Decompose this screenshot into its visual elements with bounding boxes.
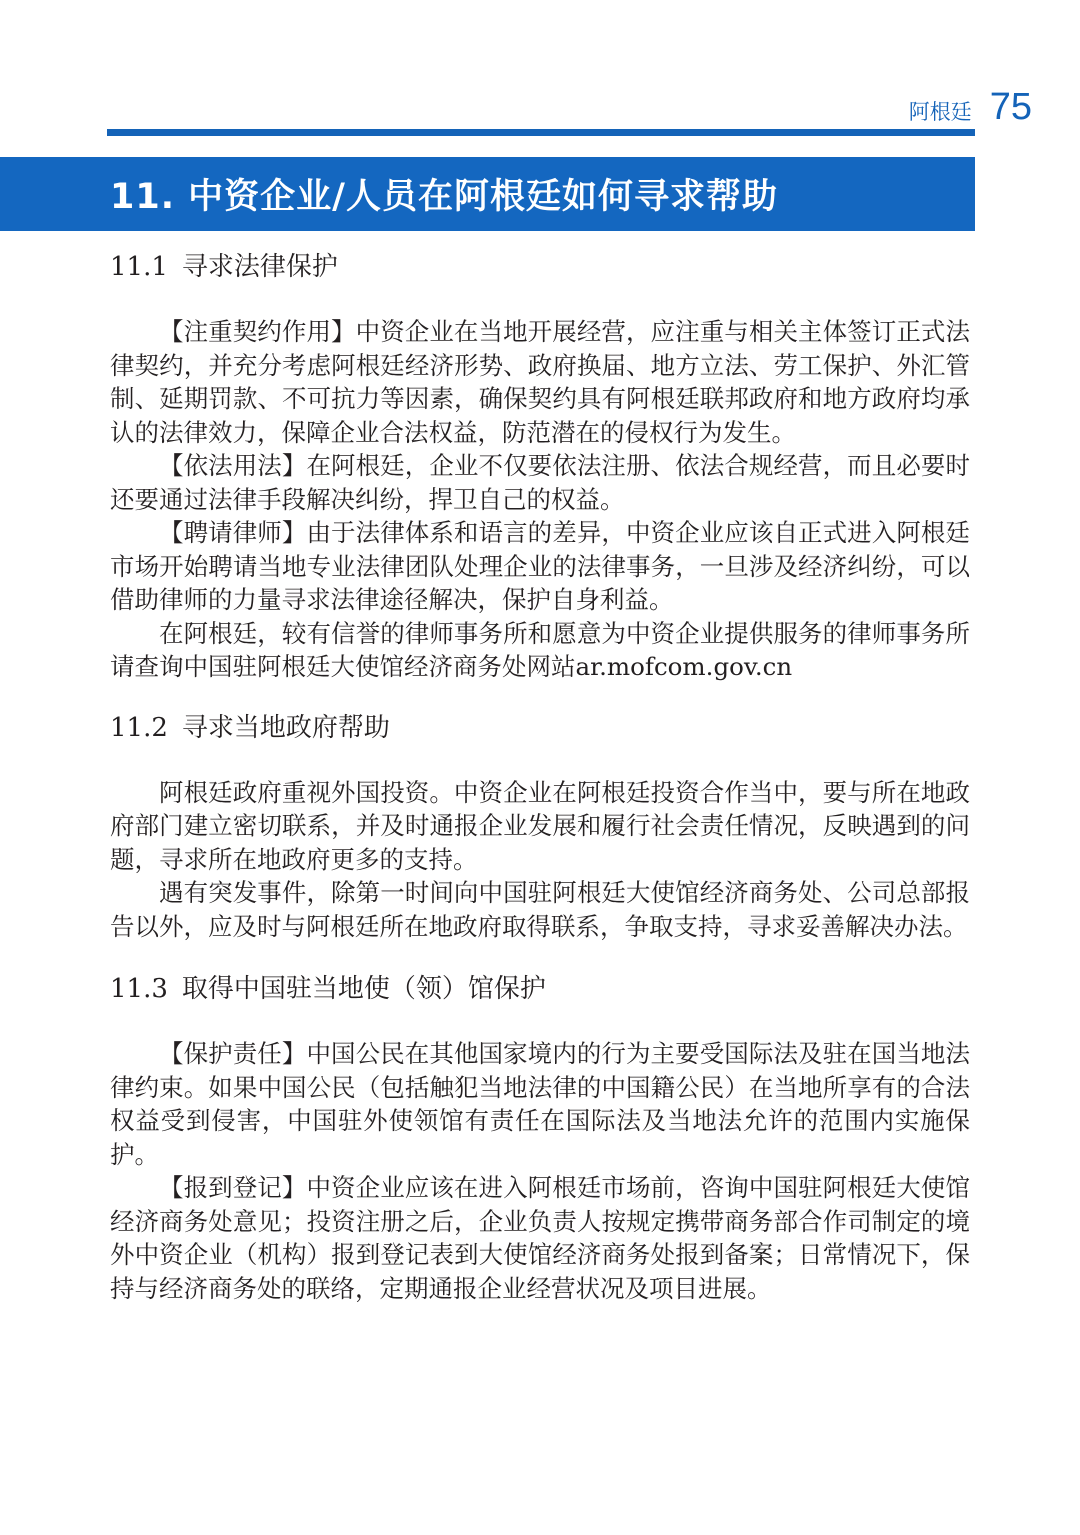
paragraph: 阿根廷政府重视外国投资。中资企业在阿根廷投资合作当中，要与所在地政府部门建立密切联系，并及时通报企业发展和履行社会责任情况，反映遇到的问题，寻求所在地政府更多的支持。: [110, 777, 970, 874]
section-local-government-help: [110, 706, 970, 944]
section-number: 11.1: [110, 252, 168, 282]
section-body: [110, 1037, 970, 1305]
page-number: 75: [989, 86, 1032, 128]
section-title: 取得中国驻当地使（领）馆保护: [181, 974, 546, 1004]
section-title: 寻求法律保护: [181, 252, 338, 282]
running-header-country: 阿根廷: [908, 100, 972, 124]
section-body: [110, 315, 970, 684]
chapter-title: 11. 中资企业/人员在阿根廷如何寻求帮助: [110, 177, 778, 217]
running-header: [909, 86, 1032, 129]
paragraph: 【注重契约作用】中资企业在当地开展经营，应注重与相关主体签订正式法律契约，并充分考虑阿根廷经济形势、政府换届、地方立法、劳工保护、外汇管制、延期罚款、不可抗力等因素，确保契约具有阿根廷联邦政府和地方政府均承认的法律效力，保障企业合法权益，防范潜在的侵权行为发生。: [110, 317, 970, 447]
section-number: 11.3: [110, 974, 168, 1004]
section-title: 寻求当地政府帮助: [181, 712, 390, 743]
section-heading: [110, 967, 970, 1011]
page-content: [110, 245, 970, 1305]
paragraph: 遇有突发事件，除第一时间向中国驻阿根廷大使馆经济商务处、公司总部报告以外，应及时与阿根廷所在地政府取得联系，争取支持，寻求妥善解决办法。: [110, 878, 970, 941]
paragraph: 【聘请律师】由于法律体系和语言的差异，中资企业应该自正式进入阿根廷市场开始聘请当地专业法律团队处理企业的法律事务，一旦涉及经济纠纷，可以借助律师的力量寻求法律途径解决，保护自身利益。: [110, 518, 970, 614]
paragraph: 在阿根廷，较有信誉的律师事务所和愿意为中资企业提供服务的律师事务所请查询中国驻阿根廷大使馆经济商务处网站ar.mofcom.gov.cn: [110, 618, 970, 681]
section-number: 11.2: [110, 712, 168, 743]
section-legal-protection: [110, 245, 970, 684]
section-embassy-protection: [110, 967, 970, 1305]
section-body: [110, 776, 970, 944]
header-rule: [107, 129, 975, 136]
section-heading: [110, 245, 970, 289]
paragraph: 【保护责任】中国公民在其他国家境内的行为主要受国际法及驻在国当地法律约束。如果中国公民（包括触犯当地法律的中国籍公民）在当地所享有的合法权益受到侵害，中国驻外使领馆有责任在国际法及当地法允许的范围内实施保护。: [110, 1039, 970, 1169]
section-heading: [110, 706, 970, 750]
chapter-banner: [0, 157, 975, 231]
paragraph: 【报到登记】中资企业应该在进入阿根廷市场前，咨询中国驻阿根廷大使馆经济商务处意见；投资注册之后，企业负责人按规定携带商务部合作司制定的境外中资企业（机构）报到登记表到大使馆经济商务处报到备案；日常情况下，保持与经济商务处的联络，定期通报企业经营状况及项目进展。: [110, 1173, 970, 1303]
paragraph: 【依法用法】在阿根廷，企业不仅要依法注册、依法合规经营，而且必要时还要通过法律手段解决纠纷，捍卫自己的权益。: [110, 451, 970, 514]
